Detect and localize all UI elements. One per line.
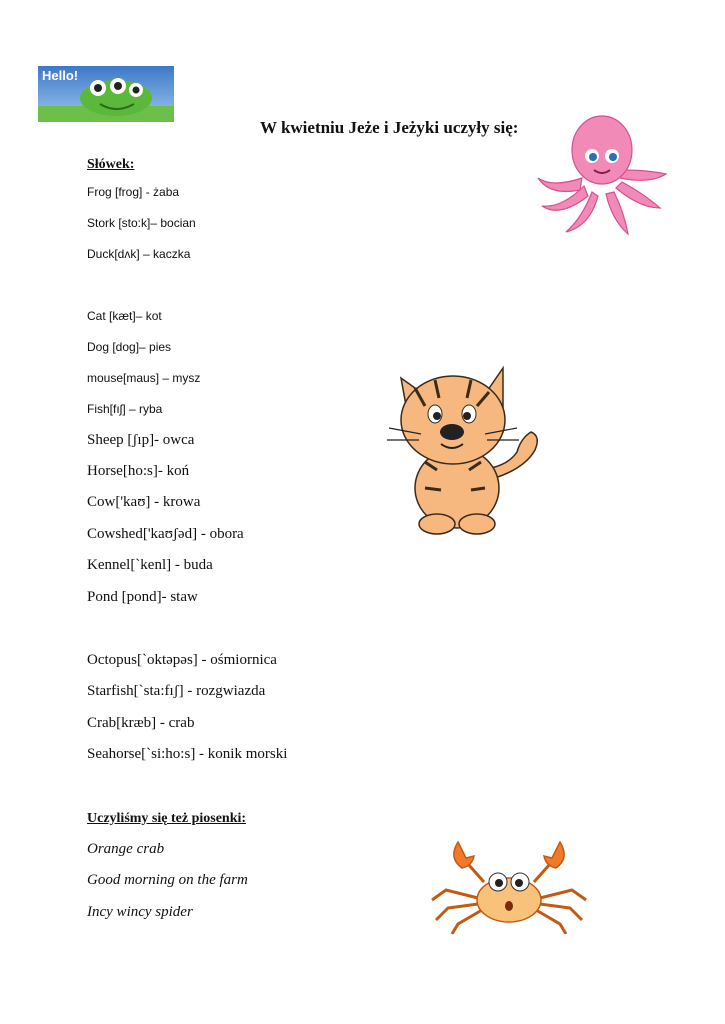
vocab-item: Sheep [ʃıp]- owca <box>87 432 195 448</box>
vocab-item: Cow['kaʊ] - krowa <box>87 494 201 510</box>
vocab-item: Cowshed['kaʊʃəd] - obora <box>87 526 244 542</box>
vocab-item: mouse[maus] – mysz <box>87 371 201 385</box>
vocab-item: Pond [pond]- staw <box>87 589 198 605</box>
octopus-illustration <box>532 108 672 238</box>
songs-heading: Uczyliśmy się też piosenki: <box>87 811 247 826</box>
vocab-item: Crab[kræb] - crab <box>87 715 195 731</box>
vocab-item: Seahorse[`si:ho:s] - konik morski <box>87 746 288 762</box>
vocab-heading: Słówek: <box>87 157 135 172</box>
vocab-item: Kennel[`kenl] - buda <box>87 557 213 573</box>
page-title: W kwietniu Jeże i Jeżyki uczyły się: <box>260 118 519 137</box>
song-item: Incy wincy spider <box>87 904 193 920</box>
cat-illustration <box>385 358 547 538</box>
vocab-item: Fish[fıʃ] – ryba <box>87 402 163 416</box>
logo-text: Hello! <box>42 68 79 83</box>
vocab-item: Frog [frog] - żaba <box>87 185 180 199</box>
song-item: Good morning on the farm <box>87 872 248 888</box>
vocab-item: Dog [dog]– pies <box>87 340 172 354</box>
song-item: Orange crab <box>87 841 165 857</box>
hello-logo <box>38 66 174 122</box>
vocab-item: Starfish[`sta:fıʃ] - rozgwiazda <box>87 683 266 699</box>
vocab-item: Cat [kæt]– kot <box>87 309 162 323</box>
vocab-item: Octopus[`oktəpəs] - ośmiornica <box>87 652 277 668</box>
vocab-item: Duck[dʌk] – kaczka <box>87 247 191 261</box>
vocab-item: Stork [sto:k]– bocian <box>87 216 196 230</box>
crab-illustration <box>428 838 590 934</box>
vocab-item: Horse[ho:s]- koń <box>87 463 190 479</box>
